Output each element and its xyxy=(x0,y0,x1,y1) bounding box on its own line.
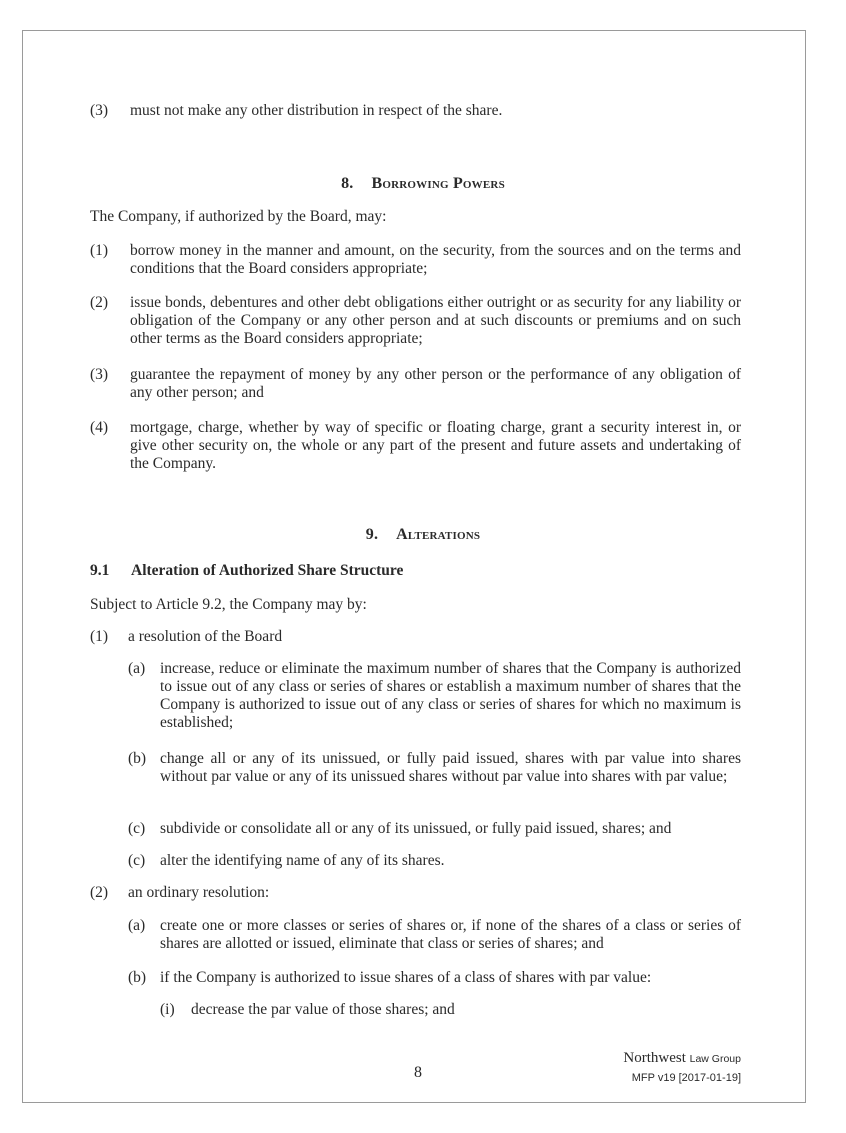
sub-list-text: if the Company is authorized to issue shares of a class of shares with par value: xyxy=(160,969,652,986)
list-item-text: guarantee the repayment of money by any other person or the performance of any obligation of any other person; and xyxy=(130,366,741,401)
list-number: (1) xyxy=(90,242,109,259)
list-item-text: borrow money in the manner and amount, on the security, from the sources and on the terms and conditions that the Board considers appropriate; xyxy=(130,242,741,277)
sub-list-text: change all or any of its unissued, or fully paid issued, shares with par value into shares without par value or any of its unissued shares without par value into shares with par value; xyxy=(160,750,741,785)
section-number: 8. xyxy=(341,175,354,192)
sub-list-letter: (a) xyxy=(128,660,146,677)
list-number: (3) xyxy=(90,102,109,119)
section-title: Alterations xyxy=(396,526,481,543)
section-intro: Subject to Article 9.2, the Company may by: xyxy=(90,596,367,613)
list-item-text: an ordinary resolution: xyxy=(128,884,270,901)
sub-list-letter: (a) xyxy=(128,917,146,934)
sub-list-letter: (b) xyxy=(128,750,147,767)
sub-list-text: create one or more classes or series of shares or, if none of the shares of a class or series of shares are allotted or issued, eliminate that class or series of shares; and xyxy=(160,917,741,952)
list-number: (3) xyxy=(90,366,109,383)
sub-sub-list-text: decrease the par value of those shares; and xyxy=(191,1001,455,1018)
list-number: (2) xyxy=(90,294,109,311)
subsection-number: 9.1 xyxy=(90,562,110,579)
list-number: (4) xyxy=(90,419,109,436)
section-number: 9. xyxy=(365,526,379,543)
sub-list-text: alter the identifying name of any of its shares. xyxy=(160,852,445,869)
sub-list-text: increase, reduce or eliminate the maximum number of shares that the Company is authorized to issue out of any class or series of shares or establish a maximum number of shares that the Company is authorized to issue out of any class or series of shares for which no maximum is established; xyxy=(160,660,741,731)
version-label: MFP v19 [2017-01-19] xyxy=(631,1072,741,1084)
section-title: Borrowing Powers xyxy=(371,175,505,192)
subsection-title: Alteration of Authorized Share Structure xyxy=(131,562,404,579)
sub-list-letter: (b) xyxy=(128,969,147,986)
section-heading-8 xyxy=(0,175,846,193)
firm-name-rest: Law Group xyxy=(689,1053,741,1065)
list-number: (2) xyxy=(90,884,109,901)
list-item-text: must not make any other distribution in respect of the share. xyxy=(130,102,503,119)
list-item-text: issue bonds, debentures and other debt obligations either outright or as security for any liability or obligation of the Company or any other person and at such discounts or premiums and on such other terms as the Board considers appropriate; xyxy=(130,294,741,347)
section-intro: The Company, if authorized by the Board, may: xyxy=(90,208,387,225)
sub-list-letter: (c) xyxy=(128,852,146,869)
list-number: (1) xyxy=(90,628,109,645)
firm-name xyxy=(560,1050,741,1067)
page-number: 8 xyxy=(414,1064,422,1081)
sub-list-letter: (c) xyxy=(128,820,146,837)
list-item-text: a resolution of the Board xyxy=(128,628,283,645)
sub-list-text: subdivide or consolidate all or any of its unissued, or fully paid issued, shares; and xyxy=(160,820,672,837)
sub-sub-list-numeral: (i) xyxy=(160,1001,175,1018)
firm-name-main: Northwest xyxy=(623,1050,686,1066)
list-item-text: mortgage, charge, whether by way of specific or floating charge, grant a security interest in, or give other security on, the whole or any part of the present and future assets and undertaking of the Company. xyxy=(130,419,741,472)
section-heading-9 xyxy=(0,526,846,544)
